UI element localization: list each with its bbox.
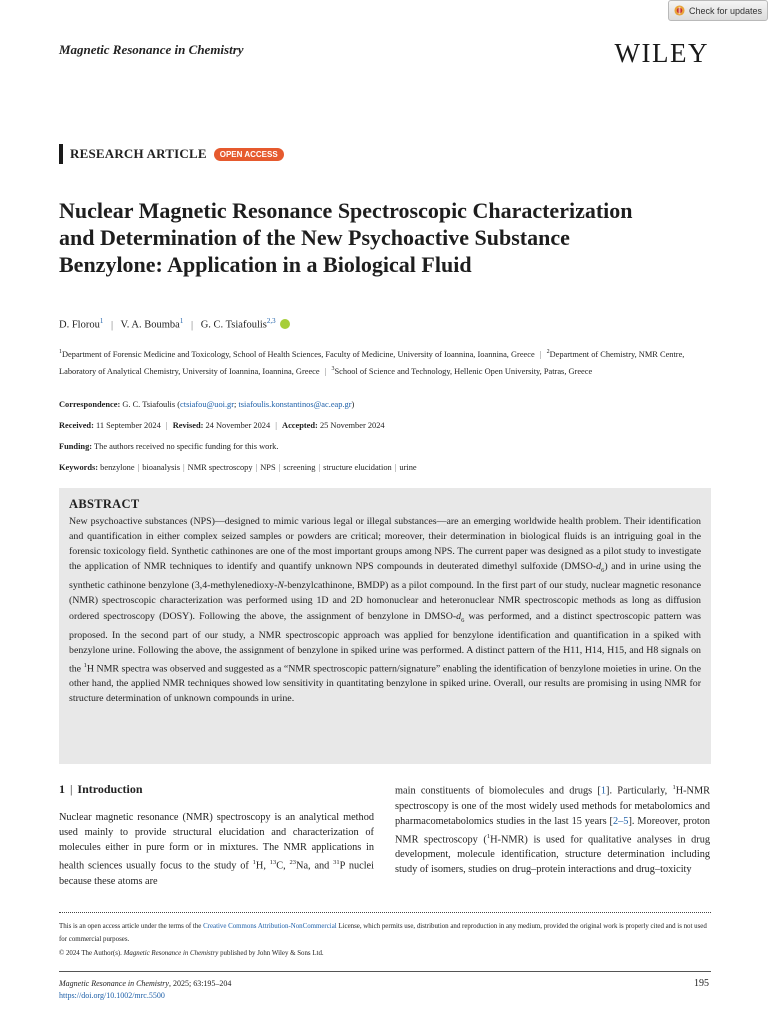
abstract-segment: ) and in urine using the synthetic cathinone benzylone (3,4-methylenedioxy-: [69, 561, 701, 592]
abstract-segment: New psychoactive substances (NPS)—designed to mimic various legal or illegal substances—are an emerging worldwide health problem. Their identification and quantification in either complex seized samples or powders are critical; moreover, their determination in biological fluids is an intriguing goal in the forensic toxicology field. Synthetic cathinones are one of the most important groups among NPS. The current paper was designed as a pilot study to investigate the application of NMR techniques to identify and quantify unknown NPS compounds in deuterated dimethyl sulfoxide (DMSO-: [69, 516, 701, 573]
abstract-segment: d: [596, 561, 602, 573]
abstract-segment: was performed, and a distinct spectroscopic pattern was proposed. In the second part of our study, a NMR spectroscopic approach was applied for benzylone identification and quantification in a spiked with benzylone urine. Following the above, the assignment of benzylone in spiked urine was performed. A distinct pattern of the H11, H14, H15, and H8 signals on the: [69, 610, 701, 675]
body-text-left-column: [59, 810, 374, 889]
body-segment: 31: [333, 859, 340, 867]
journal-name: Magnetic Resonance in Chemistry: [59, 42, 244, 57]
license-segment: This is an open access article under the terms of the: [59, 923, 204, 930]
keyword: bioanalysis: [142, 463, 180, 472]
email-link[interactable]: tsiafoulis.konstantinos@ac.eap.gr: [238, 400, 352, 409]
citation-journal: Magnetic Resonance in Chemistry: [59, 979, 169, 988]
separator: |: [255, 463, 258, 472]
revised-label: Revised:: [172, 421, 204, 430]
separator: |: [539, 349, 542, 359]
abstract-segment: N: [277, 580, 284, 592]
keyword: screening: [283, 463, 316, 472]
crossmark-icon: [674, 5, 685, 16]
body-segment: H,: [255, 860, 270, 872]
email-link[interactable]: ctsiafou@uoi.gr: [180, 400, 235, 409]
body-segment: 1: [486, 832, 491, 840]
license-segment: License, which permits use, distribution and reproduction in any medium, provided the original work is properly cited and is not used for commercial purposes.: [59, 923, 707, 943]
body-segment: Na, and: [296, 860, 334, 872]
page-number: 195: [694, 978, 709, 989]
separator: |: [110, 319, 114, 331]
open-access-badge: OPEN ACCESS: [214, 148, 284, 161]
section-title: Introduction: [77, 782, 143, 796]
section-heading: [59, 782, 143, 797]
author-name[interactable]: G. C. Tsiafoulis: [200, 319, 267, 331]
separator: |: [394, 463, 397, 472]
correspondence: Correspondence: G. C. Tsiafoulis (ctsiafou@uoi.gr; tsiafoulis.konstantinos@ac.eap.gr): [59, 400, 355, 409]
affiliation-number: 1: [59, 349, 62, 355]
separator: |: [182, 463, 185, 472]
article-type-label: RESEARCH ARTICLE: [70, 146, 207, 161]
author-affiliation-ref[interactable]: 1: [179, 317, 184, 325]
abstract-segment: 6: [461, 616, 465, 624]
abstract-segment: d: [456, 610, 462, 622]
abstract-heading: ABSTRACT: [69, 497, 140, 511]
body-segment: H-NMR) is used for qualitative analyses in drug development, molecule identification, structure determination including study of isomers, studies on drug–protein interactions and drug–toxicity: [395, 834, 710, 876]
separator: |: [165, 421, 168, 430]
article-dates: [59, 421, 385, 430]
affiliation-text: School of Science and Technology, Hellenic Open University, Patras, Greece: [334, 367, 593, 377]
separator: |: [278, 463, 281, 472]
license-link[interactable]: Creative Commons Attribution-NonCommercial: [203, 923, 337, 930]
abstract-text: [69, 514, 701, 706]
orcid-icon[interactable]: [280, 319, 290, 329]
received-label: Received:: [59, 421, 94, 430]
publisher-logo: WILEY: [614, 38, 709, 68]
affiliation-number: 2: [546, 349, 550, 355]
article-type-bar: [59, 144, 63, 164]
body-segment: C,: [276, 860, 290, 872]
body-segment: H-NMR spectroscopy is one of the most widely used methods for metabolomics and pharmacometabolomics studies in the last 15 years [: [395, 785, 711, 827]
author-list: [59, 317, 290, 331]
body-segment: ]. Moreover, proton NMR spectroscopy (: [395, 815, 710, 846]
abstract-segment: 1: [83, 661, 87, 669]
keywords: [59, 463, 417, 472]
footer-citation: [59, 978, 231, 1002]
check-for-updates-label: Check for updates: [689, 5, 763, 16]
author-name[interactable]: D. Florou: [59, 319, 100, 331]
affiliation-text: Department of Forensic Medicine and Toxicology, School of Health Sciences, Faculty of Medicine, University of Ioannina, Ioannina, Greece: [62, 349, 535, 359]
license-statement: [59, 920, 711, 946]
separator: |: [318, 463, 321, 472]
body-segment: 13: [269, 859, 277, 867]
doi-link[interactable]: https://doi.org/10.1002/mrc.5500: [59, 991, 165, 1000]
correspondence-name: G. C. Tsiafoulis: [122, 400, 176, 409]
keyword: NPS: [260, 463, 276, 472]
article-title: Nuclear Magnetic Resonance Spectroscopic Characterization and Determination of the New Psychoactive Substance Benzylone: Application in a Biological Fluid: [59, 198, 633, 277]
body-text-right-column: [395, 780, 710, 877]
separator: |: [190, 319, 194, 331]
body-segment: Nuclear magnetic resonance (NMR) spectroscopy is an analytical method used mainly to provide structural elucidation and characterization of molecules either in pure form or in mixtures. The NMR applications in health sciences usually focus to the study of: [59, 812, 374, 872]
accepted-date: 25 November 2024: [319, 421, 385, 430]
article-type: [59, 144, 284, 164]
reference-link[interactable]: 2–5: [612, 815, 629, 827]
affiliation-text: Department of Chemistry, NMR Centre, Laboratory of Analytical Chemistry, University of Ioannina, Ioannina, Greece: [59, 349, 685, 377]
body-segment: 23: [289, 859, 297, 867]
keyword: NMR spectroscopy: [187, 463, 253, 472]
separator: |: [275, 421, 277, 430]
body-segment: main constituents of biomolecules and drugs [: [395, 785, 601, 797]
author-affiliation-ref[interactable]: 1: [99, 317, 104, 325]
citation-details: , 2025; 63:195–204: [168, 979, 232, 988]
abstract-box: [59, 488, 711, 764]
copyright-segment: © 2024 The Author(s).: [59, 950, 124, 957]
keyword: structure elucidation: [323, 463, 392, 472]
footer-divider: [59, 971, 711, 972]
funding-text: The authors received no specific funding for this work.: [94, 442, 279, 451]
separator: |: [70, 782, 73, 796]
body-segment: 1: [672, 784, 676, 791]
revised-date: 24 November 2024: [205, 421, 271, 430]
keyword: benzylone: [100, 463, 135, 472]
affiliation-number: 3: [331, 366, 335, 373]
accepted-label: Accepted:: [282, 421, 318, 430]
body-segment: ]. Particularly,: [606, 785, 673, 797]
section-number: 1: [59, 782, 65, 796]
funding-statement: [59, 442, 278, 451]
body-segment: 1: [252, 859, 256, 867]
footnote-divider: [59, 912, 711, 913]
copyright-journal: Magnetic Resonance in Chemistry: [123, 950, 219, 957]
copyright-statement: [59, 950, 324, 957]
separator: |: [137, 463, 140, 472]
copyright-segment: published by John Wiley & Sons Ltd.: [218, 950, 324, 957]
funding-label: Funding:: [59, 442, 93, 451]
abstract-segment: -benzylcathinone, BMDP) as a pilot compound. In the first part of our study, nuclear magnetic resonance (NMR) spectroscopic characterization was performed using 1D and 2D homonuclear and heteronuclear NMR spectroscopic methods as long as diffusion ordered spectroscopy (DOSY). Following the above, the assignment of benzylone in DMSO-: [69, 580, 701, 622]
separator: |: [324, 367, 327, 377]
abstract-segment: 6: [601, 567, 605, 575]
reference-link[interactable]: 1: [600, 785, 607, 797]
abstract-segment: H NMR spectra was observed and suggested as a “NMR spectroscopic pattern/signature” enabling the identification of benzylone moieties in urine. On the other hand, the applied NMR techniques showed low sensitivity in quantitating benzylone in spiked urine. Overall, our results are promising in using NMR for structure determination of unknown compounds in urine.: [69, 663, 701, 705]
author-name[interactable]: V. A. Boumba: [120, 319, 180, 331]
affiliations: [59, 345, 711, 380]
received-date: 11 September 2024: [95, 421, 161, 430]
check-for-updates-button[interactable]: [668, 0, 768, 21]
author-affiliation-ref[interactable]: 2,3: [266, 317, 276, 325]
keyword: urine: [399, 463, 417, 472]
keywords-label: Keywords:: [59, 463, 99, 472]
correspondence-label: Correspondence:: [59, 400, 121, 409]
body-segment: P nuclei because these atoms are: [59, 860, 374, 887]
